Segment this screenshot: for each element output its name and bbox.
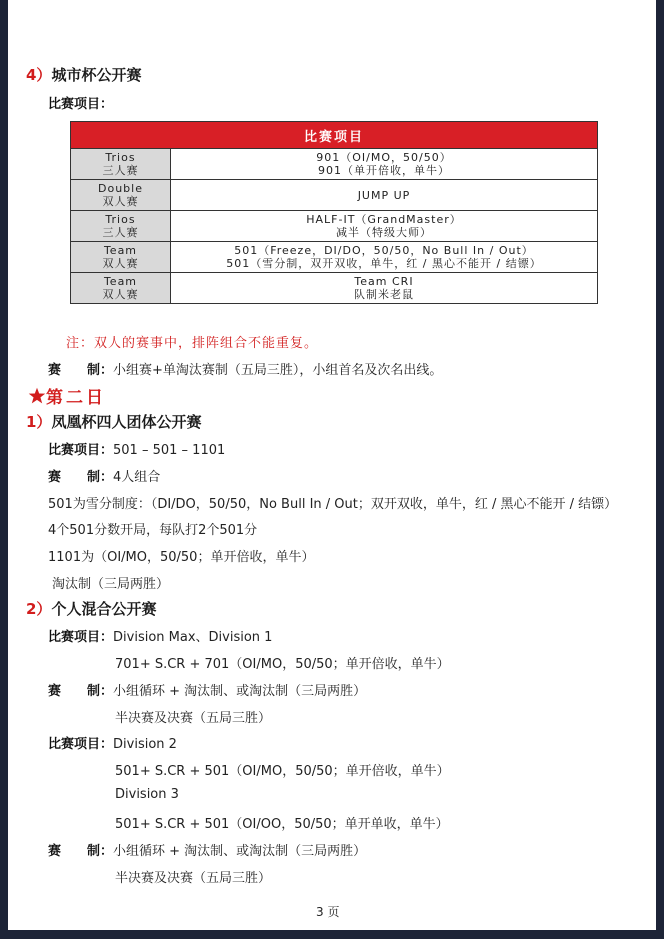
format-text: 小组赛+单淘汰赛制（五局三胜），小组首名及次名出线。 xyxy=(113,363,443,378)
format-line xyxy=(48,840,366,859)
event-type-en: Team xyxy=(103,275,138,288)
format-sub-line: 半决赛及决赛（五局三胜） xyxy=(115,871,272,886)
items-label: 比赛项目： xyxy=(48,737,114,752)
items-text: Division 2 xyxy=(113,737,177,752)
event-desc-line: Team CRI xyxy=(354,275,414,288)
event-desc-line: 901（单开倍收，单牛） xyxy=(318,164,450,177)
items-sub-line: Division 3 xyxy=(115,787,179,802)
event-desc-cell xyxy=(171,273,598,304)
table-header: 比赛项目 xyxy=(71,122,598,149)
event-desc-line: JUMP UP xyxy=(357,188,411,202)
star-icon xyxy=(28,387,46,410)
day-two-heading xyxy=(28,383,106,410)
items-label: 比赛项目： xyxy=(48,443,114,458)
event-type-cn: 三人赛 xyxy=(102,226,139,239)
events-table xyxy=(70,121,598,304)
table-row xyxy=(71,180,598,211)
format-label: 赛 制： xyxy=(48,470,114,485)
section-title: 个人混合公开赛 xyxy=(51,600,157,618)
items-sub-line: 701+ S.CR + 701（OI/MO，50/50；单开倍收，单牛） xyxy=(115,657,450,672)
event-desc-line: 501（雪分制，双开双收，单牛，红 / 黑心不能开 / 结镖） xyxy=(226,257,542,270)
event-type-en: Trios xyxy=(105,213,136,226)
event-desc-line: 队制米老鼠 xyxy=(354,288,414,301)
items-sub-line: 501+ S.CR + 501（OI/OO，50/50；单开单收，单牛） xyxy=(115,817,449,832)
items-text: 501 – 501 – 1101 xyxy=(113,443,226,458)
section-heading-city-cup xyxy=(26,64,141,85)
format-line xyxy=(48,680,366,699)
event-type-en: Double xyxy=(98,182,143,195)
format-label: 赛 制： xyxy=(48,844,114,859)
section-title: 城市杯公开赛 xyxy=(51,66,142,84)
items-text: Division Max、Division 1 xyxy=(113,630,273,645)
document-page xyxy=(8,0,656,930)
event-type-cell xyxy=(71,149,171,180)
rule-line: 淘汰制（三局两胜） xyxy=(52,577,170,592)
rule-line: 501为雪分制度：（DI/DO，50/50，No Bull In / Out；双开双收，单牛，红 / 黑心不能开 / 结镖） xyxy=(48,497,618,512)
section-heading-phoenix-cup xyxy=(26,411,201,432)
event-desc-cell xyxy=(171,211,598,242)
items-label: 比赛项目： xyxy=(48,630,114,645)
event-type-cn: 双人赛 xyxy=(102,257,139,270)
rule-line: 1101为（OI/MO，50/50；单开倍收，单牛） xyxy=(48,550,315,565)
event-type-cell xyxy=(71,273,171,304)
items-label: 比赛项目： xyxy=(48,97,114,112)
rule-line: 4个501分数开局，每队打2个501分 xyxy=(48,523,258,538)
format-label: 赛 制： xyxy=(48,363,114,378)
event-type-cell xyxy=(71,180,171,211)
event-type-cell xyxy=(71,242,171,273)
section-number: 2） xyxy=(26,600,52,618)
table-row xyxy=(71,211,598,242)
format-line xyxy=(48,359,442,378)
items-line xyxy=(48,733,177,752)
items-sub-line: 501+ S.CR + 501（OI/MO，50/50；单开倍收，单牛） xyxy=(115,764,450,779)
format-text: 小组循环 + 淘汰制、或淘汰制（三局两胜） xyxy=(113,684,367,699)
format-sub-line: 半决赛及决赛（五局三胜） xyxy=(115,711,272,726)
section-number: 4） xyxy=(26,66,52,84)
event-desc-cell xyxy=(171,242,598,273)
event-desc-line: 501（Freeze，DI/DO，50/50，No Bull In / Out） xyxy=(234,244,534,257)
event-type-en: Trios xyxy=(105,151,136,164)
event-type-cn: 双人赛 xyxy=(102,288,139,301)
event-type-cell xyxy=(71,211,171,242)
pairing-note: 注：双人的赛事中，排阵组合不能重复。 xyxy=(66,336,319,351)
page-number: 3 页 xyxy=(316,905,340,919)
event-desc-cell xyxy=(171,149,598,180)
event-desc-cell xyxy=(171,180,598,211)
format-label: 赛 制： xyxy=(48,684,114,699)
table-row xyxy=(71,242,598,273)
event-type-cn: 双人赛 xyxy=(102,195,139,208)
table-row xyxy=(71,149,598,180)
event-desc-line: HALF-IT（GrandMaster） xyxy=(306,213,462,226)
event-desc-line: 901（OI/MO，50/50） xyxy=(316,151,452,164)
items-line xyxy=(48,626,272,645)
event-desc-line: 减半（特级大师） xyxy=(336,226,432,239)
day-two-title: 第二日 xyxy=(46,388,106,408)
format-text: 4人组合 xyxy=(113,470,161,485)
format-text: 小组循环 + 淘汰制、或淘汰制（三局两胜） xyxy=(113,844,367,859)
format-line xyxy=(48,466,160,485)
section-title: 凤凰杯四人团体公开赛 xyxy=(51,413,202,431)
section-number: 1） xyxy=(26,413,52,431)
table-row xyxy=(71,273,598,304)
event-type-cn: 三人赛 xyxy=(102,164,139,177)
items-line xyxy=(48,439,225,458)
section-heading-individual-mixed xyxy=(26,598,156,619)
event-type-en: Team xyxy=(103,244,138,257)
